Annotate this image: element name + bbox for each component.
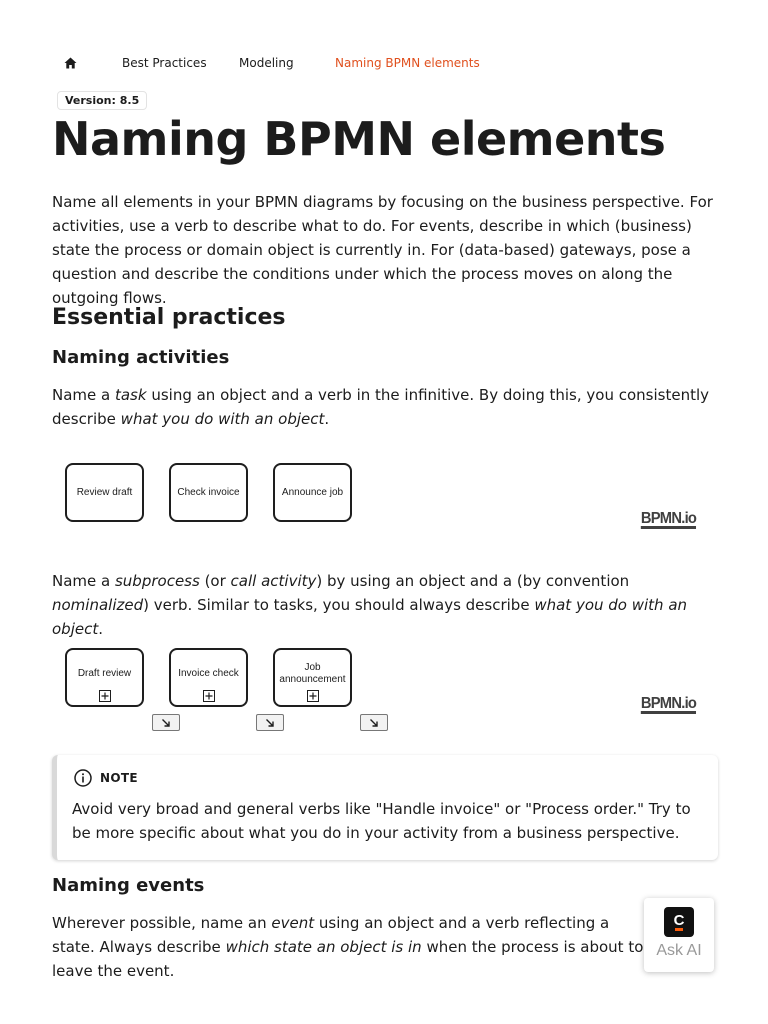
text-fragment: (or <box>199 572 231 590</box>
emphasis-what-you-do: what you do with an object <box>120 410 325 428</box>
subprocess-plus-icon <box>203 690 215 702</box>
bpmn-io-watermark[interactable]: BPMN.io <box>640 510 696 527</box>
subprocess-plus-icon <box>307 690 319 702</box>
note-body: Avoid very broad and general verbs like "Handle invoice" or "Process order." Try to be more specific about what you do in your activity from a business perspective. <box>72 800 691 842</box>
naming-events-paragraph <box>52 911 652 983</box>
emphasis-which-state: which state an object is in <box>225 938 422 956</box>
subprocess-label: Draft review <box>77 667 132 679</box>
text-fragment: Name a <box>52 386 115 404</box>
drilldown-arrow-icon[interactable] <box>360 714 388 731</box>
intro-paragraph: Name all elements in your BPMN diagrams by focusing on the business perspective. For activities, use a verb to describe what to do. For events, describe in which (business) state the process or domain object is currently in. For (data-based) gateways, pose a question and describe the conditions under which the process moves on along the outgoing flows. <box>52 193 713 307</box>
breadcrumb-modeling[interactable]: Modeling <box>239 56 294 70</box>
subprocess-label: Invoice check <box>178 667 239 679</box>
subprocess-label: Job announcement <box>279 661 346 685</box>
text-fragment: Wherever possible, name an <box>52 914 272 932</box>
bpmn-subprocesses-diagram <box>52 640 712 730</box>
naming-activities-paragraph <box>52 383 722 431</box>
breadcrumb-best-practices[interactable]: Best Practices <box>122 56 207 70</box>
info-icon <box>74 769 92 787</box>
breadcrumb <box>62 53 480 73</box>
naming-subprocess-paragraph <box>52 569 722 641</box>
emphasis-what-you-do: what you do with an object <box>52 596 688 638</box>
note-callout <box>52 755 718 860</box>
emphasis-event: event <box>271 914 315 932</box>
text-fragment: . <box>98 620 104 638</box>
text-fragment: ) by using an object and a (by convention <box>316 572 630 590</box>
ask-ai-button[interactable] <box>644 898 714 972</box>
text-fragment: . <box>324 410 330 428</box>
breadcrumb-current-page: Naming BPMN elements <box>335 56 480 70</box>
camunda-logo-icon <box>664 907 694 937</box>
task-label: Announce job <box>281 486 344 498</box>
task-label: Review draft <box>76 486 133 498</box>
bpmn-subprocess <box>65 648 144 707</box>
note-header <box>74 769 138 787</box>
naming-activities-heading: Naming activities <box>52 347 230 368</box>
bpmn-subprocess <box>273 648 352 707</box>
text-fragment: ) verb. Similar to tasks, you should always describe <box>143 596 535 614</box>
ask-ai-label: Ask AI <box>656 942 702 959</box>
logo-letter: C <box>673 911 685 929</box>
bpmn-tasks-diagram <box>52 455 712 545</box>
essential-practices-heading: Essential practices <box>52 305 286 330</box>
task-label: Check invoice <box>177 486 240 498</box>
emphasis-call-activity: call activity <box>230 572 317 590</box>
home-icon[interactable] <box>62 55 78 71</box>
version-badge: Version: 8.5 <box>57 91 147 110</box>
drilldown-arrow-icon[interactable] <box>256 714 284 731</box>
drilldown-arrow-icon[interactable] <box>152 714 180 731</box>
page-title: Naming BPMN elements <box>52 112 666 166</box>
text-fragment: using an object and a verb in the infinitive. By doing this, you consistently describe <box>52 386 710 428</box>
emphasis-task: task <box>114 386 147 404</box>
text-fragment: Name a <box>52 572 115 590</box>
bpmn-task <box>65 463 144 522</box>
bpmn-task <box>273 463 352 522</box>
emphasis-subprocess: subprocess <box>114 572 200 590</box>
note-label: NOTE <box>100 771 138 785</box>
subprocess-plus-icon <box>99 690 111 702</box>
emphasis-nominalized: nominalized <box>52 596 144 614</box>
bpmn-io-watermark[interactable]: BPMN.io <box>640 695 696 712</box>
text-fragment: using an object and a verb reflecting a state. Always describe <box>52 914 610 956</box>
bpmn-subprocess <box>169 648 248 707</box>
naming-events-heading: Naming events <box>52 875 205 896</box>
bpmn-task <box>169 463 248 522</box>
text-fragment: when the process is about to leave the event. <box>52 938 644 980</box>
